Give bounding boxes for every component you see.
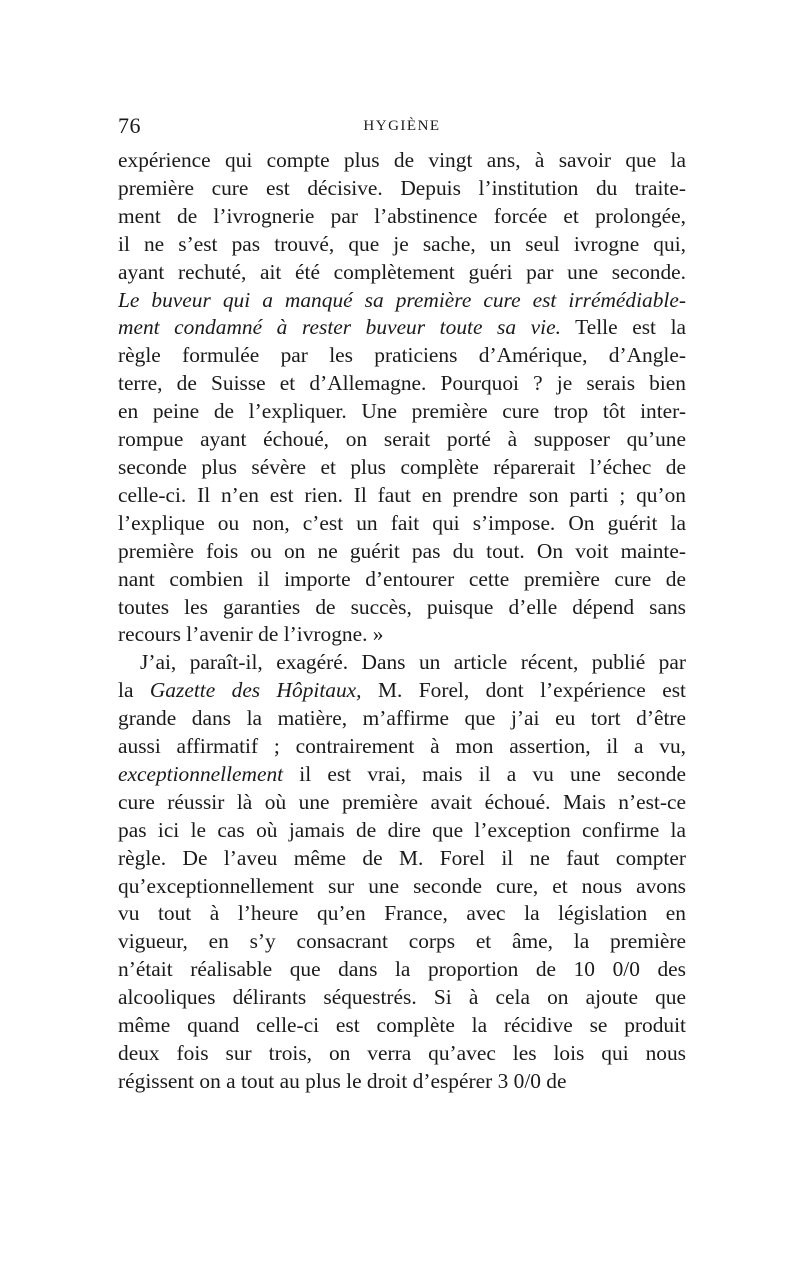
text-run: règle. De l’aveu même de M. Forel il ne faut compter — [118, 845, 686, 870]
text-run: il ne s’est pas trouvé, que je sache, un seul ivrogne qui, — [118, 231, 686, 256]
text-run: première cure est décisive. Depuis l’institution du traite- — [118, 175, 686, 200]
page-number: 76 — [118, 113, 141, 138]
text-line — [118, 789, 686, 817]
text-line — [118, 454, 686, 482]
text-line — [118, 900, 686, 928]
text-run: en peine de l’expliquer. Une première cure trop tôt inter- — [118, 399, 686, 424]
text-run: il est vrai, mais il a vu une seconde — [283, 761, 686, 786]
text-line — [118, 538, 686, 566]
italic-text: exceptionnellement — [118, 761, 284, 786]
text-run: cure réussir là où une première avait échoué. Mais n’est-ce — [118, 789, 686, 814]
text-run: ment de l’ivrognerie par l’abstinence forcée et prolongée, — [118, 203, 686, 228]
text-line — [118, 426, 686, 454]
text-line — [118, 342, 686, 370]
text-line — [118, 231, 686, 259]
text-run: celle-ci. Il n’en est rien. Il faut en prendre son parti ; qu’on — [118, 482, 686, 507]
text-line — [118, 649, 686, 677]
text-line — [118, 705, 686, 733]
text-run: même quand celle-ci est complète la récidive se produit — [118, 1013, 686, 1038]
text-line — [118, 287, 686, 315]
italic-text: Le buveur qui a manqué sa première cure est irrémédiable- — [118, 287, 686, 312]
text-line — [118, 621, 686, 649]
text-line — [118, 1012, 686, 1040]
page-header — [118, 113, 686, 143]
text-run: J’ai, paraît-il, exagéré. Dans un article récent, publié par — [140, 650, 686, 675]
text-run: M. Forel, dont l’expérience est — [361, 678, 686, 703]
text-line — [118, 845, 686, 873]
text-run: expérience qui compte plus de vingt ans, à savoir que la — [118, 148, 686, 172]
text-run: la — [118, 678, 150, 703]
text-run: rompue ayant échoué, on serait porté à supposer qu’une — [118, 427, 686, 452]
text-line — [118, 566, 686, 594]
text-line — [118, 594, 686, 622]
text-line — [118, 761, 686, 789]
text-run: régissent on a tout au plus le droit d’espérer 3 0/0 de — [118, 1068, 567, 1093]
text-line — [118, 733, 686, 761]
text-line — [118, 677, 686, 705]
text-line — [118, 928, 686, 956]
text-run: ayant rechuté, ait été complètement guéri par une seconde. — [118, 259, 686, 284]
text-run: vu tout à l’heure qu’en France, avec la législation en — [118, 901, 686, 926]
text-line — [118, 314, 686, 342]
text-line — [118, 1068, 686, 1096]
text-run: n’était réalisable que dans la proportion de 10 0/0 des — [118, 957, 686, 982]
text-line — [118, 1040, 686, 1068]
text-run: deux fois sur trois, on verra qu’avec les lois qui nous — [118, 1041, 686, 1065]
paragraph-1 — [118, 147, 686, 649]
italic-text: Gazette des Hôpitaux, — [149, 678, 362, 703]
text-line — [118, 370, 686, 398]
text-line — [118, 175, 686, 203]
text-run: terre, de Suisse et d’Allemagne. Pourquoi ? je serais bien — [118, 371, 686, 396]
text-run: qu’exceptionnellement sur une seconde cure, et nous avons — [118, 873, 686, 898]
text-run: Telle est la — [560, 315, 686, 340]
running-head: HYGIÈNE — [363, 118, 441, 134]
text-line — [118, 147, 686, 175]
text-line — [118, 398, 686, 426]
text-line — [118, 873, 686, 901]
text-run: toutes les garanties de succès, puisque d’elle dépend sans — [118, 594, 686, 619]
text-line — [118, 956, 686, 984]
text-run: vigueur, en s’y consacrant corps et âme, la première — [118, 929, 686, 954]
paragraph-2 — [118, 649, 686, 1096]
italic-text: ment condamné à rester buveur toute sa vie. — [118, 315, 561, 340]
text-run: recours l’avenir de l’ivrogne. » — [118, 622, 384, 647]
text-line — [118, 259, 686, 287]
text-line — [118, 203, 686, 231]
body-text — [118, 147, 686, 1096]
text-line — [118, 817, 686, 845]
text-run: règle formulée par les praticiens d’Amérique, d’Angle- — [118, 343, 686, 368]
text-run: première fois ou on ne guérit pas du tout. On voit mainte- — [118, 538, 686, 563]
text-line — [118, 984, 686, 1012]
text-run: grande dans la matière, m’affirme que j’ai eu tort d’être — [118, 706, 686, 731]
text-run: aussi affirmatif ; contrairement à mon assertion, il a vu, — [118, 734, 686, 759]
text-run: seconde plus sévère et plus complète réparerait l’échec de — [118, 454, 686, 479]
text-run: alcooliques délirants séquestrés. Si à cela on ajoute que — [118, 985, 686, 1010]
text-run: l’explique ou non, c’est un fait qui s’impose. On guérit la — [118, 510, 686, 535]
text-run: pas ici le cas où jamais de dire que l’exception confirme la — [118, 817, 686, 842]
text-line — [118, 510, 686, 538]
text-line — [118, 482, 686, 510]
text-run: nant combien il importe d’entourer cette première cure de — [118, 566, 686, 591]
